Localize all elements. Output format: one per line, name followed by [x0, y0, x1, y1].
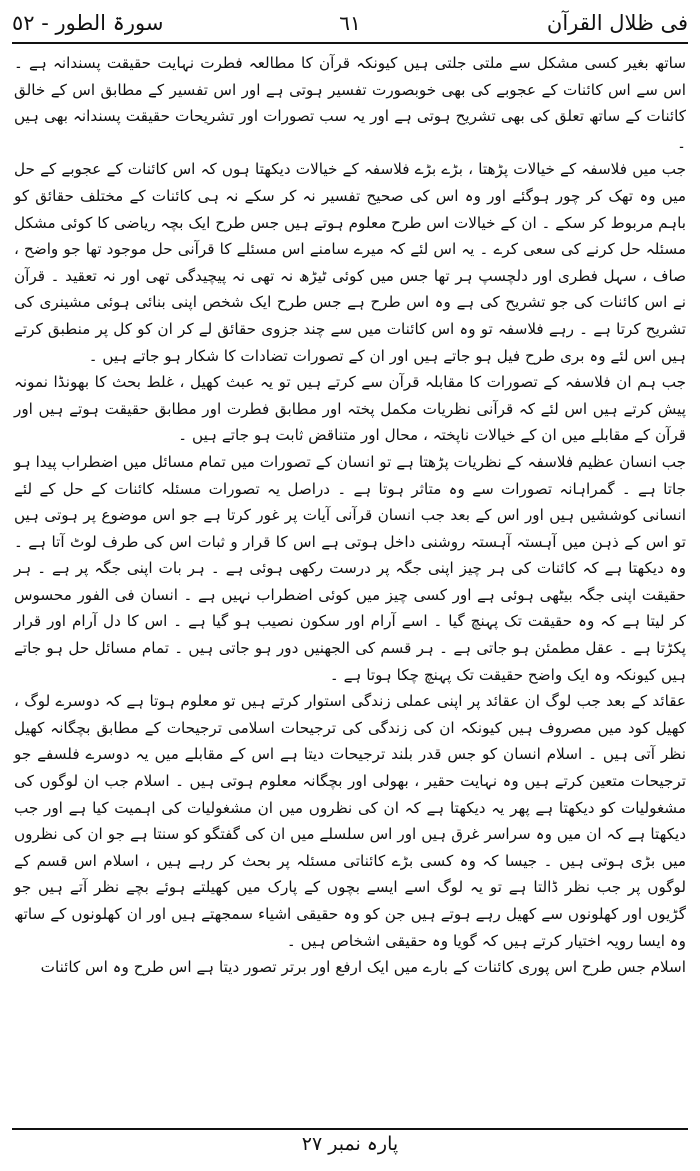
page-header — [12, 4, 688, 42]
paragraph-3: جب ہم ان فلاسفہ کے تصورات کا مقابلہ قرآن سے کرتے ہیں تو یہ عبث کھیل ، غلط بحث کا بھونڈا نمونہ پیش کرتے ہیں اس لئے کہ قرآنی نظریات مکمل پختہ اور مطابق فطرت اور مطابق حقیقت ہوتے ہیں اور قرآن کے مقابلے میں ان کے خیالات ناپختہ ، محال اور متناقض ثابت ہو جاتے ہیں ۔ — [14, 373, 686, 445]
surah-reference: سورۃ الطور - ٥٢ — [12, 11, 164, 35]
paragraph-4: جب انسان عظیم فلاسفہ کے نظریات پڑھتا ہے تو انسان کے تصورات میں تمام مسائل میں اضطراب پیدا ہو جاتا ہے ۔ گمراہانہ تصورات سے وہ متاثر ہوتا ہے ۔ دراصل یہ تصورات مسئلہ کائنات کے حل کے لئے انسانی کوششیں ہیں اور اس کے بعد جب انسان قرآنی آیات پر غور کرتا ہے جو اس موضوع پر ہوتی ہیں تو اس کے ذہن میں آہستہ آہستہ روشنی داخل ہوتی ہے اس کا قرار و ثبات اس کی طرف لوٹ آتا ہے ۔ وہ دیکھتا ہے کہ کائنات کی ہر چیز اپنی جگہ پر درست رکھی ہوئی ہے ۔ ہر بات اپنی جگہ پر ہے ۔ ہر حقیقت اپنی جگہ بیٹھی ہوئی ہے اور کسی چیز میں کوئی اضطراب نہیں ہے ۔ انسان فی الفور محسوس کر لیتا ہے کہ وہ حقیقت تک پہنچ گیا ۔ اسے آرام اور سکون نصیب ہو گیا ہے ۔ اس کا دل آرام اور قرار پکڑتا ہے ۔ عقل مطمئن ہو جاتی ہے ۔ ہر قسم کی الجھنیں دور ہو جاتی ہیں ۔ تمام مسائل حل ہو جاتے ہیں کیونکہ وہ ایک واضح حقیقت تک پہنچ چکا ہوتا ہے ۔ — [14, 452, 686, 684]
book-title: فی ظلال القرآن — [546, 11, 688, 35]
paragraph-2: جب میں فلاسفہ کے خیالات پڑھتا ، بڑے بڑے فلاسفہ کے خیالات دیکھتا ہوں کہ اس کائنات کے عجوبے کے حل میں وہ تھک کر چور ہوگئے اور وہ اس کی صحیح تفسیر نہ کر سکے نہ ہی کائنات کے مختلف حقائق کو باہم مربوط کر سکے ۔ ان کے خیالات اس طرح معلوم ہوتے ہیں جس طرح ایک بچہ ریاضی کا کوئی مشکل مسئلہ حل کرنے کی سعی کرے ۔ یہ اس لئے کہ میرے سامنے اس مسئلے کا قرآنی حل موجود تھا جو واضح ، صاف ، سہل فطری اور دلچسپ ہر تھا جس میں کوئی ٹیڑھ نہ تھی نہ پیچیدگی تھی اور نہ تعقید ۔ قرآن نے اس کائنات کی جو تشریح کی ہے وہ اس طرح ہے جس طرح ایک شخص اپنی بنائی ہوئی مشینری کی تشریح کرتا ہے ۔ رہے فلاسفہ تو وہ اس کائنات میں سے چند جزوی حقائق لے کر ان کو کل پر منطبق کرتے ہیں اس لئے وہ بری طرح فیل ہو جاتے ہیں اور ان کے تصورات تضادات کا شکار ہو جاتے ہیں ۔ — [14, 160, 686, 365]
page-number: ٦١ — [339, 11, 361, 35]
paragraph-6: اسلام جس طرح اس پوری کائنات کے بارے میں ایک ارفع اور برتر تصور دیتا ہے اس طرح وہ اس کائنات — [40, 958, 686, 977]
page-footer — [0, 1133, 700, 1163]
paragraph-5: عقائد کے بعد جب لوگ ان عقائد پر اپنی عملی زندگی استوار کرتے ہیں تو معلوم ہوتا ہے کہ دوسرے لوگ ، کھیل کود میں مصروف ہیں کیونکہ ان کی زندگی کی ترجیحات اسلامی ترجیحات کے مطابق بچگانہ کھیل نظر آتی ہیں ۔ اسلام انسان کو جس قدر بلند ترجیحات دیتا ہے اس کے مقابلے میں یہ دوسرے فلسفے جو ترجیحات متعین کرتے ہیں وہ نہایت حقیر ، بھولی اور بچگانہ معلوم ہوتی ہیں ۔ اسلام جب ان لوگوں کی مشغولیات کو دیکھتا ہے پھر یہ دیکھتا ہے کہ ان کی نظروں میں ان مشغولیات کی اہمیت کیا ہے اور جب دیکھتا ہے کہ ان میں وہ سراسر غرق ہیں اور اس سلسلے میں ان کی گفتگو کو سنتا ہے جو ان کی نظروں میں بڑی ہوتی ہیں ۔ جیسا کہ وہ کسی بڑے کائناتی مسئلہ پر بحث کر رہے ہیں ، اسلام اس قسم کے لوگوں پر جب نظر ڈالتا ہے تو یہ لوگ اسے ایسے بچوں کے پارک میں کھیلتے ہوئے بچے نظر آتے ہیں جو گڑیوں اور کھلونوں سے کھیل رہے ہوتے ہیں جن کو وہ حقیقی اشیاء سمجھتے ہیں اور ان کھلونوں کے ساتھ وہ ایسا رویہ اختیار کرتے ہیں کہ گویا وہ حقیقی اشخاص ہیں ۔ — [14, 692, 686, 950]
footer-divider — [12, 1128, 688, 1130]
para-number-label: پارہ نمبر ٢٧ — [301, 1133, 399, 1155]
header-divider — [12, 42, 688, 44]
page-body — [14, 50, 686, 981]
paragraph-1: ساتھ بغیر کسی مشکل سے ملتی جلتی ہیں کیونکہ قرآن کا مطالعہ فطرت نہایت حقیقت پسندانہ ہے ۔ اس سے اس کائنات کے عجوبے کی بھی خوبصورت تفسیر ہوتی ہے اور اس تفسیر کے مطابق اس کے خالق کائنات کے ساتھ تعلق کی بھی تشریح ہوتی ہے اور یہ سب تصورات اور تشریحات حقیقت پسندانہ بھی ہیں ۔ — [14, 54, 686, 152]
